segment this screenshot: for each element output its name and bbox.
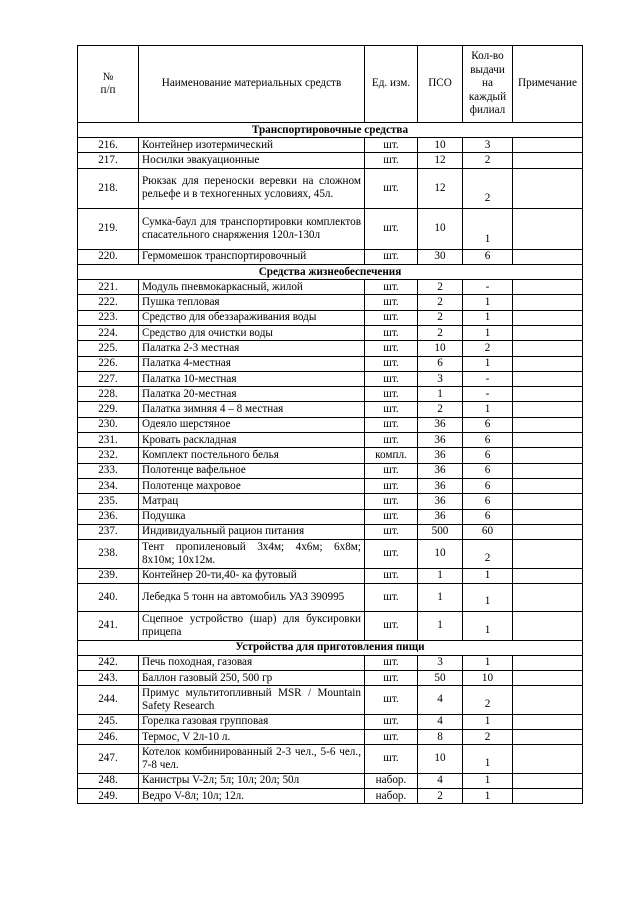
note-cell [513,417,583,432]
table-body [78,123,583,804]
note-cell [513,494,583,509]
note-cell [513,341,583,356]
item-name: Примус мультитопливный MSR / Mountain Safety Research [139,686,365,714]
unit-of-measure: шт. [365,670,418,685]
unit-of-measure: шт. [365,729,418,744]
note-cell [513,478,583,493]
table-row [78,325,583,340]
note-cell [513,686,583,714]
row-number: 244. [78,686,139,714]
branch-quantity: 6 [463,494,513,509]
row-number: 245. [78,714,139,729]
unit-of-measure: шт. [365,417,418,432]
header-num: № п/п [78,46,139,123]
row-number: 243. [78,670,139,685]
pso-quantity: 36 [418,417,463,432]
unit-of-measure: шт. [365,387,418,402]
table-row [78,524,583,539]
row-number: 232. [78,448,139,463]
item-name: Средство для обеззараживания воды [139,310,365,325]
pso-quantity: 1 [418,387,463,402]
unit-of-measure: набор. [365,788,418,803]
row-number: 225. [78,341,139,356]
item-name: Сумка-баул для транспортировки комплектов спасательного снаряжения 120л-130л [139,209,365,250]
item-name: Кровать раскладная [139,433,365,448]
item-name: Термос, V 2л-10 л. [139,729,365,744]
row-number: 246. [78,729,139,744]
row-number: 238. [78,540,139,568]
note-cell [513,463,583,478]
item-name: Одеяло шерстяное [139,417,365,432]
branch-quantity: 1 [463,655,513,670]
unit-of-measure: набор. [365,773,418,788]
item-name: Средство для очистки воды [139,325,365,340]
row-number: 227. [78,371,139,386]
pso-quantity: 6 [418,356,463,371]
header-name: Наименование материальных средств [139,46,365,123]
row-number: 237. [78,524,139,539]
note-cell [513,540,583,568]
unit-of-measure: шт. [365,433,418,448]
unit-of-measure: шт. [365,509,418,524]
pso-quantity: 36 [418,509,463,524]
row-number: 230. [78,417,139,432]
branch-quantity: 6 [463,478,513,493]
note-cell [513,509,583,524]
branch-quantity: 6 [463,509,513,524]
section-title: Транспортировочные средства [78,123,583,138]
header-unit: Ед. изм. [365,46,418,123]
table-row [78,540,583,568]
table-row [78,714,583,729]
item-name: Палатка 10-местная [139,371,365,386]
row-number: 217. [78,153,139,168]
unit-of-measure: шт. [365,249,418,264]
branch-quantity: 6 [463,448,513,463]
unit-of-measure: шт. [365,745,418,773]
pso-quantity: 10 [418,138,463,153]
table-row [78,612,583,640]
note-cell [513,402,583,417]
note-cell [513,583,583,611]
pso-quantity: 36 [418,478,463,493]
row-number: 222. [78,295,139,310]
note-cell [513,280,583,295]
table-row [78,509,583,524]
table-row [78,729,583,744]
item-name: Палатка зимняя 4 – 8 местная [139,402,365,417]
note-cell [513,433,583,448]
branch-quantity: 1 [463,295,513,310]
section-header-row [78,265,583,280]
unit-of-measure: шт. [365,655,418,670]
unit-of-measure: шт. [365,341,418,356]
pso-quantity: 2 [418,295,463,310]
pso-quantity: 2 [418,280,463,295]
branch-quantity: 1 [463,325,513,340]
branch-quantity: 6 [463,249,513,264]
branch-quantity: - [463,280,513,295]
branch-quantity: 2 [463,540,513,568]
note-cell [513,356,583,371]
unit-of-measure: шт. [365,356,418,371]
table-row [78,788,583,803]
table-row [78,494,583,509]
table-row [78,745,583,773]
branch-quantity: - [463,371,513,386]
table-row [78,773,583,788]
unit-of-measure: шт. [365,325,418,340]
item-name: Полотенце вафельное [139,463,365,478]
item-name: Палатка 4-местная [139,356,365,371]
header-pso: ПСО [418,46,463,123]
table-row [78,686,583,714]
row-number: 224. [78,325,139,340]
pso-quantity: 2 [418,325,463,340]
branch-quantity: 1 [463,310,513,325]
item-name: Гермомешок транспортировочный [139,249,365,264]
pso-quantity: 10 [418,209,463,250]
item-name: Матрац [139,494,365,509]
pso-quantity: 500 [418,524,463,539]
pso-quantity: 50 [418,670,463,685]
item-name: Индивидуальный рацион питания [139,524,365,539]
unit-of-measure: шт. [365,478,418,493]
item-name: Контейнер изотермический [139,138,365,153]
branch-quantity: 1 [463,356,513,371]
row-number: 249. [78,788,139,803]
table-row [78,249,583,264]
branch-quantity: 1 [463,714,513,729]
table-header-row [78,46,583,123]
row-number: 216. [78,138,139,153]
unit-of-measure: шт. [365,540,418,568]
unit-of-measure: шт. [365,463,418,478]
row-number: 247. [78,745,139,773]
row-number: 229. [78,402,139,417]
branch-quantity: 3 [463,138,513,153]
table-row [78,655,583,670]
pso-quantity: 12 [418,168,463,209]
note-cell [513,568,583,583]
item-name: Канистры V-2л; 5л; 10л; 20л; 50л [139,773,365,788]
row-number: 221. [78,280,139,295]
unit-of-measure: шт. [365,280,418,295]
pso-quantity: 4 [418,686,463,714]
row-number: 240. [78,583,139,611]
table-row [78,280,583,295]
pso-quantity: 3 [418,655,463,670]
pso-quantity: 36 [418,448,463,463]
unit-of-measure: шт. [365,310,418,325]
row-number: 235. [78,494,139,509]
materials-table [77,45,583,804]
row-number: 233. [78,463,139,478]
table-row [78,670,583,685]
note-cell [513,371,583,386]
branch-quantity: 10 [463,670,513,685]
unit-of-measure: шт. [365,568,418,583]
item-name: Котелок комбинированный 2-3 чел., 5-6 чел., 7-8 чел. [139,745,365,773]
item-name: Сцепное устройство (шар) для буксировки прицепа [139,612,365,640]
table-row [78,387,583,402]
item-name: Печь походная, газовая [139,655,365,670]
item-name: Подушка [139,509,365,524]
row-number: 248. [78,773,139,788]
branch-quantity: 1 [463,745,513,773]
unit-of-measure: шт. [365,168,418,209]
item-name: Горелка газовая групповая [139,714,365,729]
table-row [78,138,583,153]
unit-of-measure: шт. [365,153,418,168]
table-row [78,478,583,493]
note-cell [513,168,583,209]
branch-quantity: 1 [463,209,513,250]
pso-quantity: 2 [418,402,463,417]
pso-quantity: 36 [418,494,463,509]
branch-quantity: 6 [463,417,513,432]
item-name: Лебедка 5 тонн на автомобиль УАЗ 390995 [139,583,365,611]
unit-of-measure: шт. [365,138,418,153]
branch-quantity: - [463,387,513,402]
unit-of-measure: шт. [365,295,418,310]
branch-quantity: 2 [463,153,513,168]
unit-of-measure: шт. [365,524,418,539]
unit-of-measure: шт. [365,209,418,250]
table-row [78,168,583,209]
pso-quantity: 12 [418,153,463,168]
item-name: Палатка 20-местная [139,387,365,402]
table-row [78,448,583,463]
branch-quantity: 2 [463,686,513,714]
note-cell [513,745,583,773]
row-number: 234. [78,478,139,493]
table-row [78,417,583,432]
pso-quantity: 4 [418,714,463,729]
row-number: 219. [78,209,139,250]
pso-quantity: 10 [418,341,463,356]
branch-quantity: 2 [463,341,513,356]
section-title: Устройства для приготовления пищи [78,640,583,655]
unit-of-measure: шт. [365,402,418,417]
note-cell [513,325,583,340]
branch-quantity: 1 [463,568,513,583]
note-cell [513,655,583,670]
note-cell [513,524,583,539]
note-cell [513,788,583,803]
header-note: Примечание [513,46,583,123]
note-cell [513,153,583,168]
pso-quantity: 2 [418,310,463,325]
row-number: 241. [78,612,139,640]
table-row [78,433,583,448]
row-number: 223. [78,310,139,325]
row-number: 220. [78,249,139,264]
row-number: 226. [78,356,139,371]
pso-quantity: 30 [418,249,463,264]
table-row [78,295,583,310]
note-cell [513,612,583,640]
note-cell [513,773,583,788]
pso-quantity: 10 [418,540,463,568]
pso-quantity: 2 [418,788,463,803]
table-row [78,153,583,168]
unit-of-measure: компл. [365,448,418,463]
table-row [78,310,583,325]
branch-quantity: 1 [463,402,513,417]
note-cell [513,387,583,402]
unit-of-measure: шт. [365,494,418,509]
pso-quantity: 1 [418,568,463,583]
item-name: Рюкзак для переноски веревки на сложном рельефе и в техногенных условиях, 45л. [139,168,365,209]
row-number: 236. [78,509,139,524]
table-row [78,568,583,583]
row-number: 231. [78,433,139,448]
pso-quantity: 8 [418,729,463,744]
pso-quantity: 36 [418,433,463,448]
item-name: Модуль пневмокаркасный, жилой [139,280,365,295]
item-name: Тент пропиленовый 3х4м; 4х6м; 6х8м; 8х10м; 10х12м. [139,540,365,568]
table-row [78,583,583,611]
row-number: 239. [78,568,139,583]
note-cell [513,670,583,685]
row-number: 218. [78,168,139,209]
unit-of-measure: шт. [365,686,418,714]
pso-quantity: 10 [418,745,463,773]
unit-of-measure: шт. [365,583,418,611]
note-cell [513,295,583,310]
table-row [78,402,583,417]
branch-quantity: 1 [463,583,513,611]
branch-quantity: 1 [463,788,513,803]
table-row [78,341,583,356]
row-number: 242. [78,655,139,670]
branch-quantity: 1 [463,773,513,788]
pso-quantity: 3 [418,371,463,386]
item-name: Носилки эвакуационные [139,153,365,168]
table-row [78,371,583,386]
item-name: Полотенце махровое [139,478,365,493]
header-branch: Кол-во выдачи на каждый филиал [463,46,513,123]
branch-quantity: 2 [463,729,513,744]
item-name: Ведро V-8л; 10л; 12л. [139,788,365,803]
table-row [78,356,583,371]
item-name: Пушка тепловая [139,295,365,310]
table-row [78,463,583,478]
branch-quantity: 1 [463,612,513,640]
item-name: Комплект постельного белья [139,448,365,463]
row-number: 228. [78,387,139,402]
note-cell [513,729,583,744]
pso-quantity: 36 [418,463,463,478]
item-name: Контейнер 20-ти,40- ка футовый [139,568,365,583]
note-cell [513,249,583,264]
pso-quantity: 4 [418,773,463,788]
note-cell [513,310,583,325]
document-page [77,45,582,804]
section-header-row [78,640,583,655]
unit-of-measure: шт. [365,612,418,640]
note-cell [513,209,583,250]
note-cell [513,138,583,153]
note-cell [513,714,583,729]
branch-quantity: 6 [463,433,513,448]
section-title: Средства жизнеобеспечения [78,265,583,280]
unit-of-measure: шт. [365,371,418,386]
table-row [78,209,583,250]
note-cell [513,448,583,463]
item-name: Баллон газовый 250, 500 гр [139,670,365,685]
pso-quantity: 1 [418,612,463,640]
section-header-row [78,123,583,138]
pso-quantity: 1 [418,583,463,611]
branch-quantity: 6 [463,463,513,478]
branch-quantity: 60 [463,524,513,539]
branch-quantity: 2 [463,168,513,209]
unit-of-measure: шт. [365,714,418,729]
item-name: Палатка 2-3 местная [139,341,365,356]
